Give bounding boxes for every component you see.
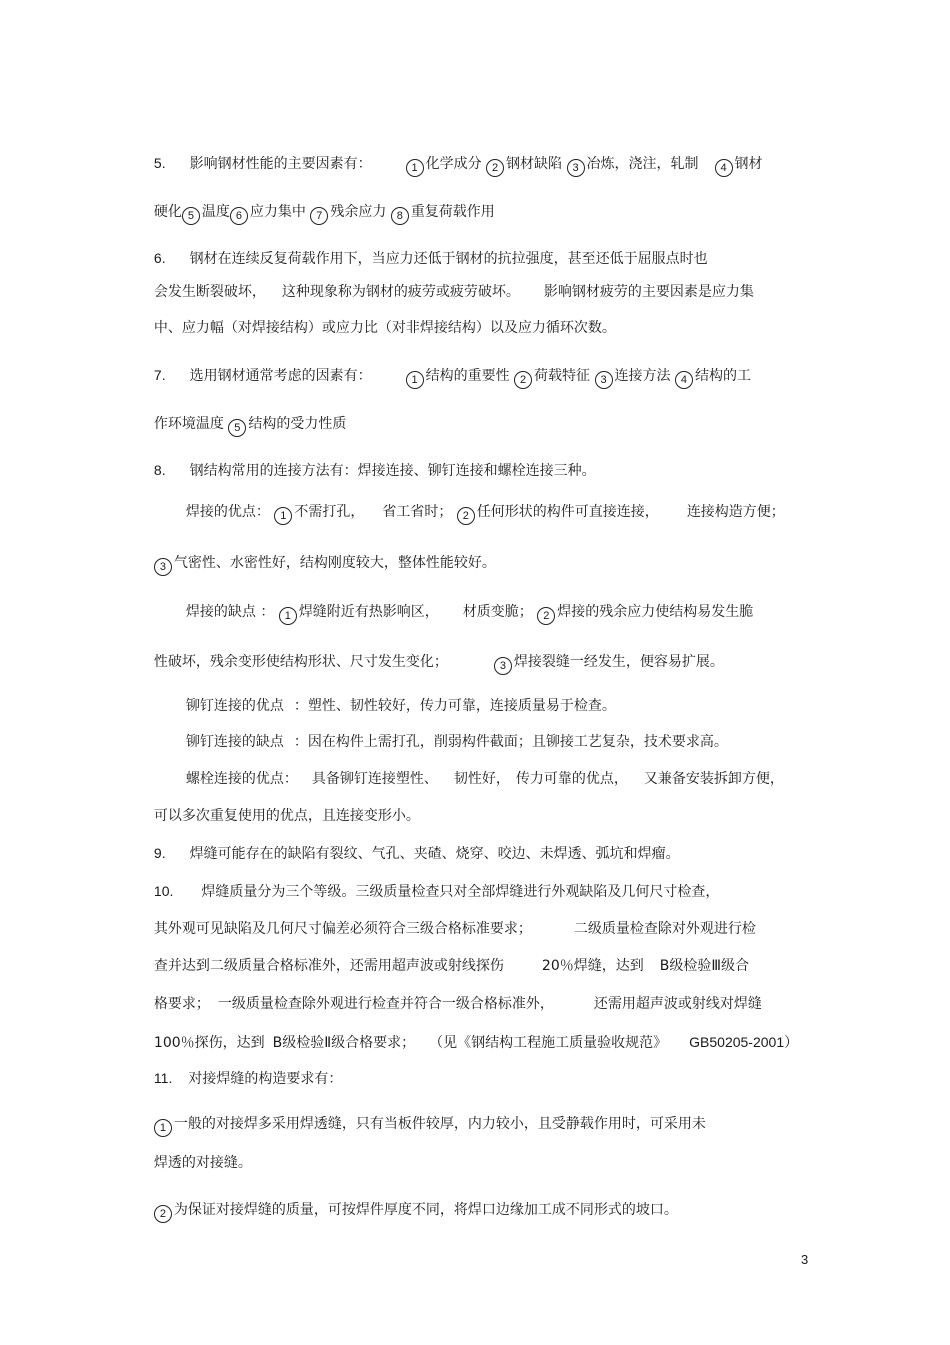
weld-dis-2: 焊接的残余应力使结构易发生脆 xyxy=(557,604,754,620)
bolt-adv-d: 传力可靠的优点， xyxy=(515,771,628,787)
weld-dis-1b: 材质变脆； xyxy=(462,604,533,620)
s10-text4c: 还需用超声波或射线对焊缝 xyxy=(593,996,762,1012)
s10-text5c: （见《钢结构工程施工质量验收规范》 xyxy=(429,1035,668,1051)
s7-number: 7. xyxy=(153,367,166,383)
bolt-adv-b: 具备铆钉连接塑性、 xyxy=(311,771,438,787)
s9-line1 xyxy=(145,823,680,864)
circled-1-icon: 1 xyxy=(279,607,297,625)
weld-dis-label: 焊接的缺点 ： xyxy=(185,604,275,620)
circled-2-icon: 2 xyxy=(486,159,504,177)
circled-5-icon: 5 xyxy=(182,207,200,225)
s10-text4b: 一级质量检查除外观进行检查并符合一级合格标准外， xyxy=(217,996,554,1012)
circled-3-icon: 3 xyxy=(154,558,172,576)
s7-line1 xyxy=(145,345,751,389)
s8-weld-adv-line2 xyxy=(145,533,496,576)
page-number: 3 xyxy=(801,1252,809,1267)
s8-bolt-adv xyxy=(177,749,784,789)
s10-text5b: B级检验Ⅱ级合格要求； xyxy=(272,1035,416,1051)
s5-line1 xyxy=(145,133,763,177)
s11-p1-line2 xyxy=(145,1133,252,1173)
s7-line2-lead: 作环境温度 xyxy=(153,416,224,432)
s7-item3: 连接方法 xyxy=(614,368,671,384)
s11-lead: 对接焊缝的构造要求有： xyxy=(188,1071,343,1087)
circled-5-icon: 5 xyxy=(228,419,246,437)
s10-number: 10. xyxy=(153,883,174,899)
s7-line2 xyxy=(145,394,346,437)
s8-bolt-adv-line2 xyxy=(145,786,420,826)
s5-item4: 钢材 xyxy=(734,156,763,172)
s10-text1: 焊缝质量分为三个等级。三级质量检查只对全部焊缝进行外观缺陷及几何尺寸检查， xyxy=(201,884,720,900)
s11-line1 xyxy=(145,1048,342,1089)
weld-dis-3: 焊接裂缝一经发生，便容易扩展。 xyxy=(513,654,724,670)
s10-line4 xyxy=(145,974,762,1014)
s6-text2a: 会发生断裂破坏， xyxy=(153,284,266,300)
s10-text4a: 格要求； xyxy=(153,996,210,1012)
rivet-adv-label: 铆钉连接的优点 xyxy=(185,698,284,714)
s5-lead: 影响钢材性能的主要因素有： xyxy=(189,156,372,172)
s10-line1 xyxy=(145,861,719,902)
circled-1-icon: 1 xyxy=(274,507,292,525)
s8-rivet-dis xyxy=(177,712,728,752)
s11-p2: 为保证对接焊缝的质量，可按焊件厚度不同，将焊口边缘加工成不同形式的坡口。 xyxy=(173,1202,678,1218)
s6-text1: 钢材在连续反复荷载作用下，当应力还低于钢材的抗拉强度，甚至还低于屈服点时也 xyxy=(189,251,708,267)
bolt-adv-line2: 可以多次重复使用的优点，且连接变形小。 xyxy=(153,808,420,824)
s8-weld-disadvantages xyxy=(177,582,753,625)
bolt-adv-label: 螺栓连接的优点： xyxy=(185,771,298,787)
s6-line2 xyxy=(145,262,754,302)
s8-line1 xyxy=(145,440,596,481)
s10-text2b: 二级质量检查除对外观进行检 xyxy=(573,921,756,937)
circled-2-icon: 2 xyxy=(154,1205,172,1223)
circled-2-icon: 2 xyxy=(457,507,475,525)
s5-item3: 冶炼，浇注，轧制 xyxy=(586,156,699,172)
rivet-dis-text: ：因在构件上需打孔，削弱构件截面；且铆接工艺复杂，技术要求高。 xyxy=(293,734,728,750)
weld-adv-1a: 不需打孔， xyxy=(294,504,365,520)
circled-3-icon: 3 xyxy=(494,657,512,675)
weld-adv-2a: 任何形状的构件可直接连接， xyxy=(476,504,659,520)
rivet-adv-text: ：塑性、韧性较好，传力可靠，连接质量易于检查。 xyxy=(293,698,616,714)
s6-number: 6. xyxy=(153,250,166,266)
s7-item1: 结构的重要性 xyxy=(425,368,510,384)
weld-adv-label: 焊接的优点： xyxy=(185,504,270,520)
s10-text2a: 其外观可见缺陷及几何尺寸偏差必须符合三级合格标准要求； xyxy=(153,921,532,937)
s11-p1 xyxy=(145,1094,706,1137)
s5-item6: 应力集中 xyxy=(249,204,306,220)
rivet-dis-label: 铆钉连接的缺点 xyxy=(185,734,284,750)
s7-lead: 选用钢材通常考虑的因素有： xyxy=(189,368,372,384)
s6-text3: 中、应力幅（对焊接结构）或应力比（对非焊接结构）以及应力循环次数。 xyxy=(153,320,616,336)
s5-item7: 残余应力 xyxy=(330,204,387,220)
circled-8-icon: 8 xyxy=(391,207,409,225)
circled-7-icon: 7 xyxy=(310,207,328,225)
s8-number: 8. xyxy=(153,462,166,478)
s5-item5: 温度 xyxy=(201,204,230,220)
weld-adv-2b: 连接构造方便； xyxy=(686,504,785,520)
s10-text3b: 20％焊缝，达到 xyxy=(541,958,644,974)
s11-number: 11. xyxy=(153,1070,173,1086)
s9-number: 9. xyxy=(153,845,166,861)
s10-line5 xyxy=(145,1012,798,1053)
s10-text5d: GB50205-2001） xyxy=(689,1034,799,1050)
s8-weld-advantages xyxy=(177,482,785,525)
s5-line2-lead: 硬化 xyxy=(153,204,182,220)
s5-line2 xyxy=(145,182,495,225)
s8-rivet-adv xyxy=(177,676,616,716)
s7-item2: 荷载特征 xyxy=(534,368,591,384)
circled-4-icon: 4 xyxy=(715,159,733,177)
s8-text1: 钢结构常用的连接方法有：焊接连接、铆钉连接和螺栓连接三种。 xyxy=(189,463,596,479)
s6-line3 xyxy=(145,298,616,338)
s10-line3 xyxy=(145,936,749,976)
s6-text2c: 影响钢材疲劳的主要因素是应力集 xyxy=(543,284,754,300)
circled-3-icon: 3 xyxy=(567,159,585,177)
circled-1-icon: 1 xyxy=(406,159,424,177)
circled-1-icon: 1 xyxy=(154,1119,172,1137)
s8-weld-dis-line2 xyxy=(145,632,724,675)
bolt-adv-e: 又兼备安装拆卸方便， xyxy=(643,771,784,787)
weld-adv-1b: 省工省时； xyxy=(382,504,453,520)
s5-item2: 钢材缺陷 xyxy=(506,156,563,172)
circled-4-icon: 4 xyxy=(675,371,693,389)
circled-2-icon: 2 xyxy=(514,371,532,389)
s10-text3c: B级检验Ⅲ级合 xyxy=(659,958,749,974)
s5-item1: 化学成分 xyxy=(425,156,482,172)
circled-1-icon: 1 xyxy=(406,371,424,389)
s7-item4: 结构的工 xyxy=(694,368,751,384)
circled-2-icon: 2 xyxy=(537,607,555,625)
bolt-adv-c: 韧性好， xyxy=(453,771,510,787)
weld-adv-3: 气密性、水密性好，结构刚度较大，整体性能较好。 xyxy=(173,555,496,571)
s6-text2b: 这种现象称为钢材的疲劳或疲劳破坏。 xyxy=(281,284,520,300)
s7-item5: 结构的受力性质 xyxy=(248,416,347,432)
s10-line2 xyxy=(145,899,756,939)
weld-dis-2b: 性破坏，残余变形使结构形状、尺寸发生变化； xyxy=(153,654,448,670)
s10-text3a: 查并达到二级质量合格标准外，还需用超声波或射线探伤 xyxy=(153,958,504,974)
circled-3-icon: 3 xyxy=(595,371,613,389)
s10-text5a: 100％探伤，达到 xyxy=(153,1035,265,1051)
circled-6-icon: 6 xyxy=(230,207,248,225)
s11-p1a: 一般的对接焊多采用焊透缝，只有当板件较厚，内力较小，且受静载作用时，可采用未 xyxy=(173,1116,706,1132)
s11-p1b: 焊透的对接缝。 xyxy=(153,1155,252,1171)
weld-dis-1a: 焊缝附近有热影响区， xyxy=(298,604,439,620)
s11-p2 xyxy=(145,1180,678,1223)
s9-text: 焊缝可能存在的缺陷有裂纹、气孔、夹碴、烧穿、咬边、未焊透、弧坑和焊瘤。 xyxy=(189,846,680,862)
s5-number: 5. xyxy=(153,155,166,171)
s5-item8: 重复荷载作用 xyxy=(410,204,495,220)
